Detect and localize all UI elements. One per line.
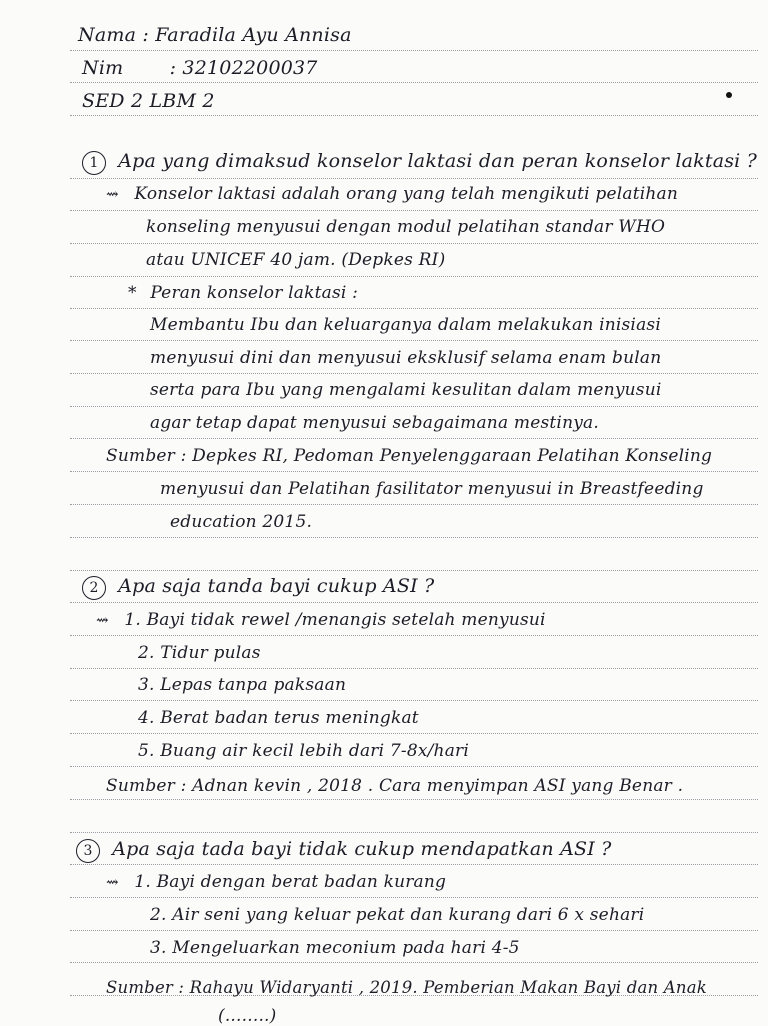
ruled-line [70, 537, 758, 538]
q3-source-cont: (........) [218, 1006, 277, 1026]
ruled-line [70, 340, 758, 341]
ruled-line [70, 243, 758, 244]
name-line [78, 24, 352, 46]
ruled-line [70, 733, 758, 734]
ruled-line [70, 210, 758, 211]
nim-value: : 32102200037 [169, 57, 318, 79]
nim-line [82, 57, 318, 79]
q1-role-heading: * Peran konselor laktasi : [128, 283, 359, 303]
name-label: Nama [78, 24, 137, 46]
ruled-line [70, 864, 758, 865]
ruled-line [70, 115, 758, 116]
ruled-line [70, 700, 758, 701]
q3-source: Sumber : Rahayu Widaryanti , 2019. Pemberian Makan Bayi dan Anak [106, 978, 707, 997]
q1-number: 1 [82, 151, 106, 175]
q3-question [76, 838, 612, 863]
ruled-line [70, 82, 758, 83]
ruled-line [70, 635, 758, 636]
ruled-line [70, 668, 758, 669]
class-line: SED 2 LBM 2 [82, 90, 215, 112]
q2-question [82, 575, 434, 600]
arrow-icon: ⇝ [106, 185, 119, 203]
q2-item: 4. Berat badan terus meningkat [138, 708, 419, 728]
nim-label: Nim [82, 57, 124, 79]
ruled-line [70, 471, 758, 472]
ruled-line [70, 50, 758, 51]
ink-dot [726, 92, 732, 98]
q3-number: 3 [76, 839, 100, 863]
q1-role-line: menyusui dini dan menyusui eksklusif selama enam bulan [150, 348, 662, 368]
arrow-icon: ⇝ [96, 611, 109, 629]
q2-item: ⇝ 1. Bayi tidak rewel /menangis setelah menyusui [96, 610, 546, 630]
arrow-icon: ⇝ [106, 873, 119, 891]
ruled-line [70, 438, 758, 439]
ruled-line [70, 373, 758, 374]
q1-role-line: agar tetap dapat menyusui sebagaimana mestinya. [150, 413, 599, 433]
q3-item: ⇝ 1. Bayi dengan berat badan kurang [106, 872, 447, 892]
ruled-line [70, 504, 758, 505]
q2-item: 3. Lepas tanpa paksaan [138, 675, 347, 695]
ruled-line [70, 570, 758, 571]
q1-source-line: education 2015. [170, 512, 313, 532]
q1-source-line: Sumber : Depkes RI, Pedoman Penyelenggaraan Pelatihan Konseling [106, 446, 713, 466]
ruled-line [70, 308, 758, 309]
q3-item: 3. Mengeluarkan meconium pada hari 4-5 [150, 938, 520, 958]
q3-item: 2. Air seni yang keluar pekat dan kurang dari 6 x sehari [150, 905, 645, 925]
ruled-line [70, 276, 758, 277]
q1-answer-line: konseling menyusui dengan modul pelatihan standar WHO [146, 217, 666, 237]
q1-answer-line: ⇝ Konselor laktasi adalah orang yang telah mengikuti pelatihan [106, 184, 678, 204]
q1-source-line: menyusui dan Pelatihan fasilitator menyusui in Breastfeeding [160, 479, 704, 499]
star-icon: * [128, 283, 137, 303]
ruled-line [70, 766, 758, 767]
q1-question-text: Apa yang dimaksud konselor laktasi dan peran konselor laktasi ? [118, 150, 758, 172]
q2-source: Sumber : Adnan kevin , 2018 . Cara menyimpan ASI yang Benar . [106, 776, 684, 796]
q1-answer-line: atau UNICEF 40 jam. (Depkes RI) [146, 250, 446, 270]
q2-number: 2 [82, 576, 106, 600]
ruled-line [70, 178, 758, 179]
ruled-line [70, 930, 758, 931]
q2-question-text: Apa saja tanda bayi cukup ASI ? [118, 575, 435, 597]
name-value: : Faradila Ayu Annisa [142, 24, 352, 46]
ruled-line [70, 799, 758, 800]
ruled-line [70, 832, 758, 833]
ruled-line [70, 962, 758, 963]
q2-item: 2. Tidur pulas [138, 643, 261, 663]
q1-question [82, 150, 757, 175]
q1-role-line: Membantu Ibu dan keluarganya dalam melakukan inisiasi [150, 315, 661, 335]
ruled-line [70, 897, 758, 898]
ruled-line [70, 602, 758, 603]
ruled-line [70, 406, 758, 407]
q2-item: 5. Buang air kecil lebih dari 7-8x/hari [138, 741, 469, 761]
q3-question-text: Apa saja tada bayi tidak cukup mendapatkan ASI ? [112, 838, 612, 860]
q1-role-line: serta para Ibu yang mengalami kesulitan dalam menyusui [150, 380, 662, 400]
